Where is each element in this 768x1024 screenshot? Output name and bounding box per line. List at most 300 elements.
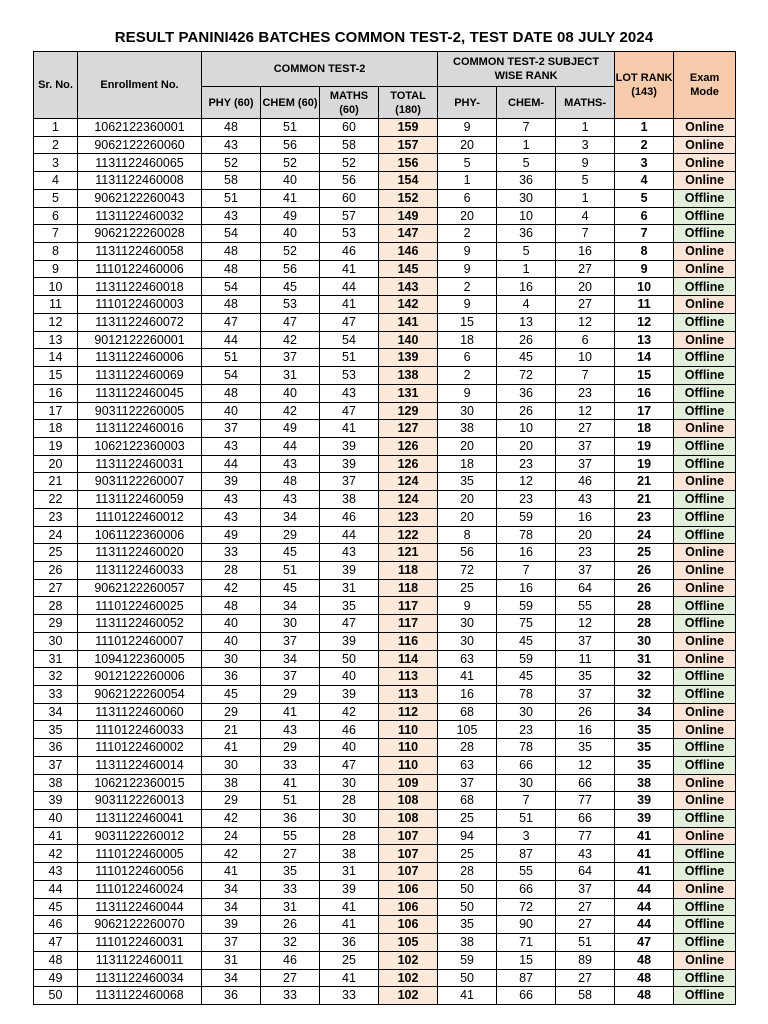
cell-sr-no: 2	[34, 136, 78, 154]
header-common-test: COMMON TEST-2	[202, 52, 438, 87]
table-row	[34, 845, 736, 863]
cell-phy-rank: 63	[438, 650, 497, 668]
cell-chem-marks: 37	[261, 632, 320, 650]
cell-enrollment-no: 1110122460005	[78, 845, 202, 863]
cell-total-marks: 156	[379, 154, 438, 172]
cell-sr-no: 23	[34, 508, 78, 526]
cell-lot-rank: 48	[615, 969, 674, 987]
cell-chem-rank: 16	[497, 278, 556, 296]
cell-chem-marks: 43	[261, 455, 320, 473]
cell-chem-rank: 59	[497, 650, 556, 668]
cell-phy-marks: 24	[202, 827, 261, 845]
cell-maths-rank: 12	[556, 402, 615, 420]
cell-maths-rank: 9	[556, 154, 615, 172]
cell-total-marks: 147	[379, 225, 438, 243]
cell-enrollment-no: 1110122460024	[78, 880, 202, 898]
cell-maths-marks: 41	[320, 296, 379, 314]
cell-enrollment-no: 1131122460034	[78, 969, 202, 987]
cell-chem-rank: 23	[497, 721, 556, 739]
cell-sr-no: 15	[34, 367, 78, 385]
cell-exam-mode: Online	[674, 561, 736, 579]
cell-phy-marks: 41	[202, 739, 261, 757]
cell-total-marks: 126	[379, 455, 438, 473]
cell-enrollment-no: 1131122460031	[78, 455, 202, 473]
cell-enrollment-no: 9062122260070	[78, 916, 202, 934]
cell-lot-rank: 2	[615, 136, 674, 154]
cell-chem-marks: 40	[261, 225, 320, 243]
table-row	[34, 739, 736, 757]
cell-lot-rank: 18	[615, 420, 674, 438]
cell-total-marks: 122	[379, 526, 438, 544]
cell-phy-rank: 18	[438, 331, 497, 349]
cell-enrollment-no: 1110122460003	[78, 296, 202, 314]
cell-sr-no: 21	[34, 473, 78, 491]
cell-chem-rank: 66	[497, 756, 556, 774]
cell-sr-no: 46	[34, 916, 78, 934]
cell-phy-marks: 48	[202, 296, 261, 314]
cell-maths-rank: 4	[556, 207, 615, 225]
cell-exam-mode: Offline	[674, 597, 736, 615]
cell-lot-rank: 32	[615, 686, 674, 704]
table-row	[34, 455, 736, 473]
cell-chem-rank: 36	[497, 384, 556, 402]
header-maths-rank: MATHS-	[556, 87, 615, 119]
cell-maths-rank: 64	[556, 579, 615, 597]
cell-maths-marks: 40	[320, 668, 379, 686]
cell-lot-rank: 24	[615, 526, 674, 544]
cell-exam-mode: Offline	[674, 508, 736, 526]
table-row	[34, 367, 736, 385]
cell-chem-marks: 44	[261, 437, 320, 455]
cell-exam-mode: Online	[674, 473, 736, 491]
table-row	[34, 880, 736, 898]
cell-maths-rank: 7	[556, 367, 615, 385]
cell-lot-rank: 48	[615, 951, 674, 969]
cell-maths-rank: 12	[556, 313, 615, 331]
header-sr-no: Sr. No.	[34, 52, 78, 119]
cell-phy-marks: 49	[202, 526, 261, 544]
cell-exam-mode: Offline	[674, 898, 736, 916]
cell-lot-rank: 26	[615, 579, 674, 597]
cell-maths-marks: 37	[320, 473, 379, 491]
cell-phy-marks: 38	[202, 774, 261, 792]
cell-maths-marks: 47	[320, 615, 379, 633]
cell-phy-rank: 28	[438, 863, 497, 881]
cell-maths-marks: 40	[320, 739, 379, 757]
cell-phy-rank: 25	[438, 810, 497, 828]
cell-phy-rank: 30	[438, 615, 497, 633]
cell-maths-rank: 77	[556, 792, 615, 810]
cell-lot-rank: 41	[615, 863, 674, 881]
cell-total-marks: 102	[379, 987, 438, 1005]
cell-maths-rank: 51	[556, 934, 615, 952]
cell-lot-rank: 16	[615, 384, 674, 402]
cell-maths-rank: 20	[556, 526, 615, 544]
cell-maths-marks: 35	[320, 597, 379, 615]
table-row	[34, 987, 736, 1005]
cell-sr-no: 5	[34, 189, 78, 207]
cell-lot-rank: 7	[615, 225, 674, 243]
cell-total-marks: 126	[379, 437, 438, 455]
cell-phy-rank: 6	[438, 349, 497, 367]
cell-exam-mode: Online	[674, 544, 736, 562]
cell-phy-rank: 16	[438, 686, 497, 704]
cell-total-marks: 142	[379, 296, 438, 314]
cell-enrollment-no: 1131122460045	[78, 384, 202, 402]
cell-enrollment-no: 9031122260012	[78, 827, 202, 845]
cell-maths-marks: 57	[320, 207, 379, 225]
cell-lot-rank: 48	[615, 987, 674, 1005]
cell-phy-rank: 9	[438, 119, 497, 137]
cell-maths-rank: 16	[556, 243, 615, 261]
table-row	[34, 810, 736, 828]
cell-exam-mode: Online	[674, 243, 736, 261]
cell-chem-marks: 51	[261, 792, 320, 810]
cell-exam-mode: Online	[674, 420, 736, 438]
table-row	[34, 774, 736, 792]
cell-enrollment-no: 9062122260060	[78, 136, 202, 154]
cell-chem-rank: 45	[497, 349, 556, 367]
cell-lot-rank: 17	[615, 402, 674, 420]
table-row	[34, 119, 736, 137]
cell-maths-rank: 46	[556, 473, 615, 491]
cell-chem-rank: 36	[497, 225, 556, 243]
cell-phy-rank: 2	[438, 225, 497, 243]
cell-sr-no: 42	[34, 845, 78, 863]
cell-maths-rank: 35	[556, 739, 615, 757]
cell-sr-no: 36	[34, 739, 78, 757]
cell-phy-rank: 9	[438, 384, 497, 402]
cell-sr-no: 18	[34, 420, 78, 438]
cell-exam-mode: Offline	[674, 668, 736, 686]
cell-maths-rank: 3	[556, 136, 615, 154]
cell-maths-rank: 43	[556, 845, 615, 863]
cell-maths-marks: 39	[320, 455, 379, 473]
table-row	[34, 207, 736, 225]
cell-enrollment-no: 1131122460052	[78, 615, 202, 633]
cell-lot-rank: 44	[615, 880, 674, 898]
cell-maths-rank: 37	[556, 880, 615, 898]
cell-lot-rank: 15	[615, 367, 674, 385]
cell-chem-marks: 34	[261, 597, 320, 615]
cell-chem-rank: 1	[497, 260, 556, 278]
cell-chem-marks: 47	[261, 313, 320, 331]
cell-phy-marks: 37	[202, 934, 261, 952]
cell-total-marks: 105	[379, 934, 438, 952]
cell-maths-rank: 64	[556, 863, 615, 881]
cell-phy-marks: 54	[202, 225, 261, 243]
cell-maths-rank: 27	[556, 916, 615, 934]
cell-exam-mode: Online	[674, 880, 736, 898]
cell-chem-marks: 51	[261, 561, 320, 579]
cell-total-marks: 152	[379, 189, 438, 207]
cell-total-marks: 106	[379, 880, 438, 898]
cell-phy-rank: 28	[438, 739, 497, 757]
table-row	[34, 402, 736, 420]
cell-enrollment-no: 1094122360005	[78, 650, 202, 668]
cell-chem-rank: 72	[497, 367, 556, 385]
table-row	[34, 686, 736, 704]
cell-total-marks: 146	[379, 243, 438, 261]
cell-total-marks: 102	[379, 951, 438, 969]
table-header	[34, 52, 736, 119]
cell-maths-rank: 27	[556, 296, 615, 314]
cell-exam-mode: Online	[674, 260, 736, 278]
cell-sr-no: 35	[34, 721, 78, 739]
cell-chem-rank: 10	[497, 420, 556, 438]
cell-sr-no: 12	[34, 313, 78, 331]
cell-sr-no: 10	[34, 278, 78, 296]
cell-exam-mode: Offline	[674, 916, 736, 934]
cell-maths-rank: 66	[556, 810, 615, 828]
cell-phy-marks: 40	[202, 615, 261, 633]
cell-sr-no: 7	[34, 225, 78, 243]
cell-phy-marks: 51	[202, 189, 261, 207]
cell-total-marks: 145	[379, 260, 438, 278]
cell-phy-rank: 1	[438, 172, 497, 190]
cell-enrollment-no: 1110122460025	[78, 597, 202, 615]
cell-lot-rank: 39	[615, 810, 674, 828]
cell-total-marks: 131	[379, 384, 438, 402]
cell-total-marks: 110	[379, 739, 438, 757]
table-row	[34, 650, 736, 668]
cell-enrollment-no: 9031122260013	[78, 792, 202, 810]
table-row	[34, 898, 736, 916]
cell-chem-rank: 55	[497, 863, 556, 881]
cell-chem-marks: 31	[261, 898, 320, 916]
cell-maths-rank: 89	[556, 951, 615, 969]
cell-total-marks: 141	[379, 313, 438, 331]
cell-chem-rank: 59	[497, 597, 556, 615]
cell-maths-marks: 41	[320, 969, 379, 987]
cell-phy-rank: 94	[438, 827, 497, 845]
cell-phy-rank: 2	[438, 367, 497, 385]
cell-chem-rank: 20	[497, 437, 556, 455]
cell-total-marks: 108	[379, 792, 438, 810]
cell-maths-marks: 43	[320, 384, 379, 402]
cell-chem-rank: 5	[497, 243, 556, 261]
cell-phy-marks: 29	[202, 703, 261, 721]
cell-enrollment-no: 9012122260001	[78, 331, 202, 349]
cell-maths-marks: 36	[320, 934, 379, 952]
cell-chem-marks: 41	[261, 189, 320, 207]
cell-maths-marks: 58	[320, 136, 379, 154]
cell-sr-no: 3	[34, 154, 78, 172]
cell-chem-rank: 7	[497, 561, 556, 579]
cell-lot-rank: 30	[615, 632, 674, 650]
cell-maths-marks: 46	[320, 508, 379, 526]
cell-exam-mode: Offline	[674, 189, 736, 207]
cell-chem-rank: 87	[497, 969, 556, 987]
table-row	[34, 491, 736, 509]
cell-sr-no: 20	[34, 455, 78, 473]
cell-chem-marks: 29	[261, 686, 320, 704]
cell-phy-rank: 20	[438, 437, 497, 455]
cell-chem-marks: 42	[261, 402, 320, 420]
cell-exam-mode: Offline	[674, 987, 736, 1005]
cell-maths-marks: 46	[320, 243, 379, 261]
cell-phy-rank: 30	[438, 632, 497, 650]
table-row	[34, 792, 736, 810]
cell-exam-mode: Online	[674, 721, 736, 739]
cell-chem-rank: 90	[497, 916, 556, 934]
cell-chem-rank: 36	[497, 172, 556, 190]
cell-chem-marks: 56	[261, 136, 320, 154]
cell-maths-rank: 23	[556, 544, 615, 562]
cell-maths-rank: 1	[556, 189, 615, 207]
table-row	[34, 331, 736, 349]
header-exam-mode: Exam Mode	[674, 52, 736, 119]
cell-phy-marks: 43	[202, 136, 261, 154]
cell-enrollment-no: 9031122260005	[78, 402, 202, 420]
cell-lot-rank: 32	[615, 668, 674, 686]
cell-enrollment-no: 9062122260057	[78, 579, 202, 597]
cell-sr-no: 29	[34, 615, 78, 633]
cell-chem-rank: 16	[497, 579, 556, 597]
cell-exam-mode: Offline	[674, 615, 736, 633]
cell-chem-marks: 34	[261, 508, 320, 526]
table-row	[34, 703, 736, 721]
cell-phy-marks: 43	[202, 207, 261, 225]
cell-phy-marks: 28	[202, 561, 261, 579]
cell-maths-marks: 47	[320, 402, 379, 420]
table-row	[34, 384, 736, 402]
cell-chem-rank: 71	[497, 934, 556, 952]
cell-exam-mode: Online	[674, 172, 736, 190]
table-row	[34, 189, 736, 207]
header-enrollment: Enrollment No.	[78, 52, 202, 119]
cell-phy-rank: 30	[438, 402, 497, 420]
cell-phy-marks: 58	[202, 172, 261, 190]
cell-phy-marks: 39	[202, 916, 261, 934]
cell-chem-rank: 30	[497, 703, 556, 721]
cell-sr-no: 24	[34, 526, 78, 544]
cell-enrollment-no: 1131122460020	[78, 544, 202, 562]
cell-phy-rank: 38	[438, 420, 497, 438]
cell-sr-no: 48	[34, 951, 78, 969]
cell-phy-rank: 9	[438, 296, 497, 314]
cell-maths-marks: 54	[320, 331, 379, 349]
cell-maths-marks: 30	[320, 774, 379, 792]
cell-phy-marks: 33	[202, 544, 261, 562]
header-chem-rank: CHEM-	[497, 87, 556, 119]
cell-maths-rank: 77	[556, 827, 615, 845]
cell-lot-rank: 35	[615, 721, 674, 739]
cell-chem-rank: 10	[497, 207, 556, 225]
cell-maths-rank: 16	[556, 508, 615, 526]
cell-phy-marks: 43	[202, 508, 261, 526]
cell-chem-marks: 49	[261, 420, 320, 438]
cell-exam-mode: Offline	[674, 969, 736, 987]
cell-phy-marks: 48	[202, 260, 261, 278]
cell-chem-marks: 27	[261, 969, 320, 987]
cell-sr-no: 19	[34, 437, 78, 455]
cell-total-marks: 113	[379, 686, 438, 704]
cell-chem-rank: 45	[497, 632, 556, 650]
cell-exam-mode: Online	[674, 951, 736, 969]
cell-maths-marks: 39	[320, 880, 379, 898]
table-row	[34, 349, 736, 367]
cell-chem-rank: 51	[497, 810, 556, 828]
cell-exam-mode: Online	[674, 632, 736, 650]
cell-chem-marks: 32	[261, 934, 320, 952]
cell-sr-no: 37	[34, 756, 78, 774]
cell-sr-no: 40	[34, 810, 78, 828]
cell-phy-marks: 34	[202, 969, 261, 987]
table-row	[34, 721, 736, 739]
cell-chem-marks: 41	[261, 703, 320, 721]
cell-maths-marks: 30	[320, 810, 379, 828]
cell-phy-marks: 39	[202, 473, 261, 491]
table-row	[34, 827, 736, 845]
cell-chem-rank: 7	[497, 119, 556, 137]
cell-total-marks: 109	[379, 774, 438, 792]
cell-chem-marks: 33	[261, 880, 320, 898]
cell-total-marks: 154	[379, 172, 438, 190]
cell-chem-rank: 30	[497, 189, 556, 207]
cell-lot-rank: 39	[615, 792, 674, 810]
table-row	[34, 579, 736, 597]
cell-chem-marks: 51	[261, 119, 320, 137]
cell-exam-mode: Offline	[674, 384, 736, 402]
cell-chem-rank: 23	[497, 491, 556, 509]
cell-enrollment-no: 9012122260006	[78, 668, 202, 686]
cell-enrollment-no: 1131122460006	[78, 349, 202, 367]
cell-total-marks: 107	[379, 827, 438, 845]
cell-phy-marks: 34	[202, 898, 261, 916]
cell-maths-marks: 43	[320, 544, 379, 562]
cell-chem-marks: 26	[261, 916, 320, 934]
table-row	[34, 420, 736, 438]
cell-phy-marks: 43	[202, 437, 261, 455]
cell-enrollment-no: 1131122460044	[78, 898, 202, 916]
cell-maths-marks: 42	[320, 703, 379, 721]
cell-maths-rank: 1	[556, 119, 615, 137]
cell-lot-rank: 26	[615, 561, 674, 579]
header-phy-rank: PHY-	[438, 87, 497, 119]
cell-phy-rank: 25	[438, 579, 497, 597]
cell-phy-marks: 41	[202, 863, 261, 881]
table-row	[34, 969, 736, 987]
cell-phy-marks: 36	[202, 987, 261, 1005]
cell-phy-marks: 40	[202, 632, 261, 650]
cell-enrollment-no: 1110122460006	[78, 260, 202, 278]
cell-chem-marks: 45	[261, 579, 320, 597]
cell-sr-no: 8	[34, 243, 78, 261]
cell-exam-mode: Online	[674, 650, 736, 668]
cell-enrollment-no: 1110122460033	[78, 721, 202, 739]
cell-exam-mode: Offline	[674, 739, 736, 757]
cell-enrollment-no: 1131122460016	[78, 420, 202, 438]
cell-chem-marks: 36	[261, 810, 320, 828]
cell-phy-rank: 59	[438, 951, 497, 969]
cell-chem-marks: 56	[261, 260, 320, 278]
cell-exam-mode: Offline	[674, 845, 736, 863]
cell-lot-rank: 25	[615, 544, 674, 562]
cell-maths-marks: 39	[320, 686, 379, 704]
cell-lot-rank: 41	[615, 827, 674, 845]
cell-enrollment-no: 1131122460041	[78, 810, 202, 828]
cell-chem-marks: 53	[261, 296, 320, 314]
cell-chem-rank: 7	[497, 792, 556, 810]
cell-exam-mode: Offline	[674, 402, 736, 420]
cell-lot-rank: 14	[615, 349, 674, 367]
cell-phy-marks: 42	[202, 845, 261, 863]
cell-phy-marks: 48	[202, 119, 261, 137]
cell-maths-rank: 26	[556, 703, 615, 721]
cell-enrollment-no: 1131122460068	[78, 987, 202, 1005]
cell-chem-marks: 34	[261, 650, 320, 668]
